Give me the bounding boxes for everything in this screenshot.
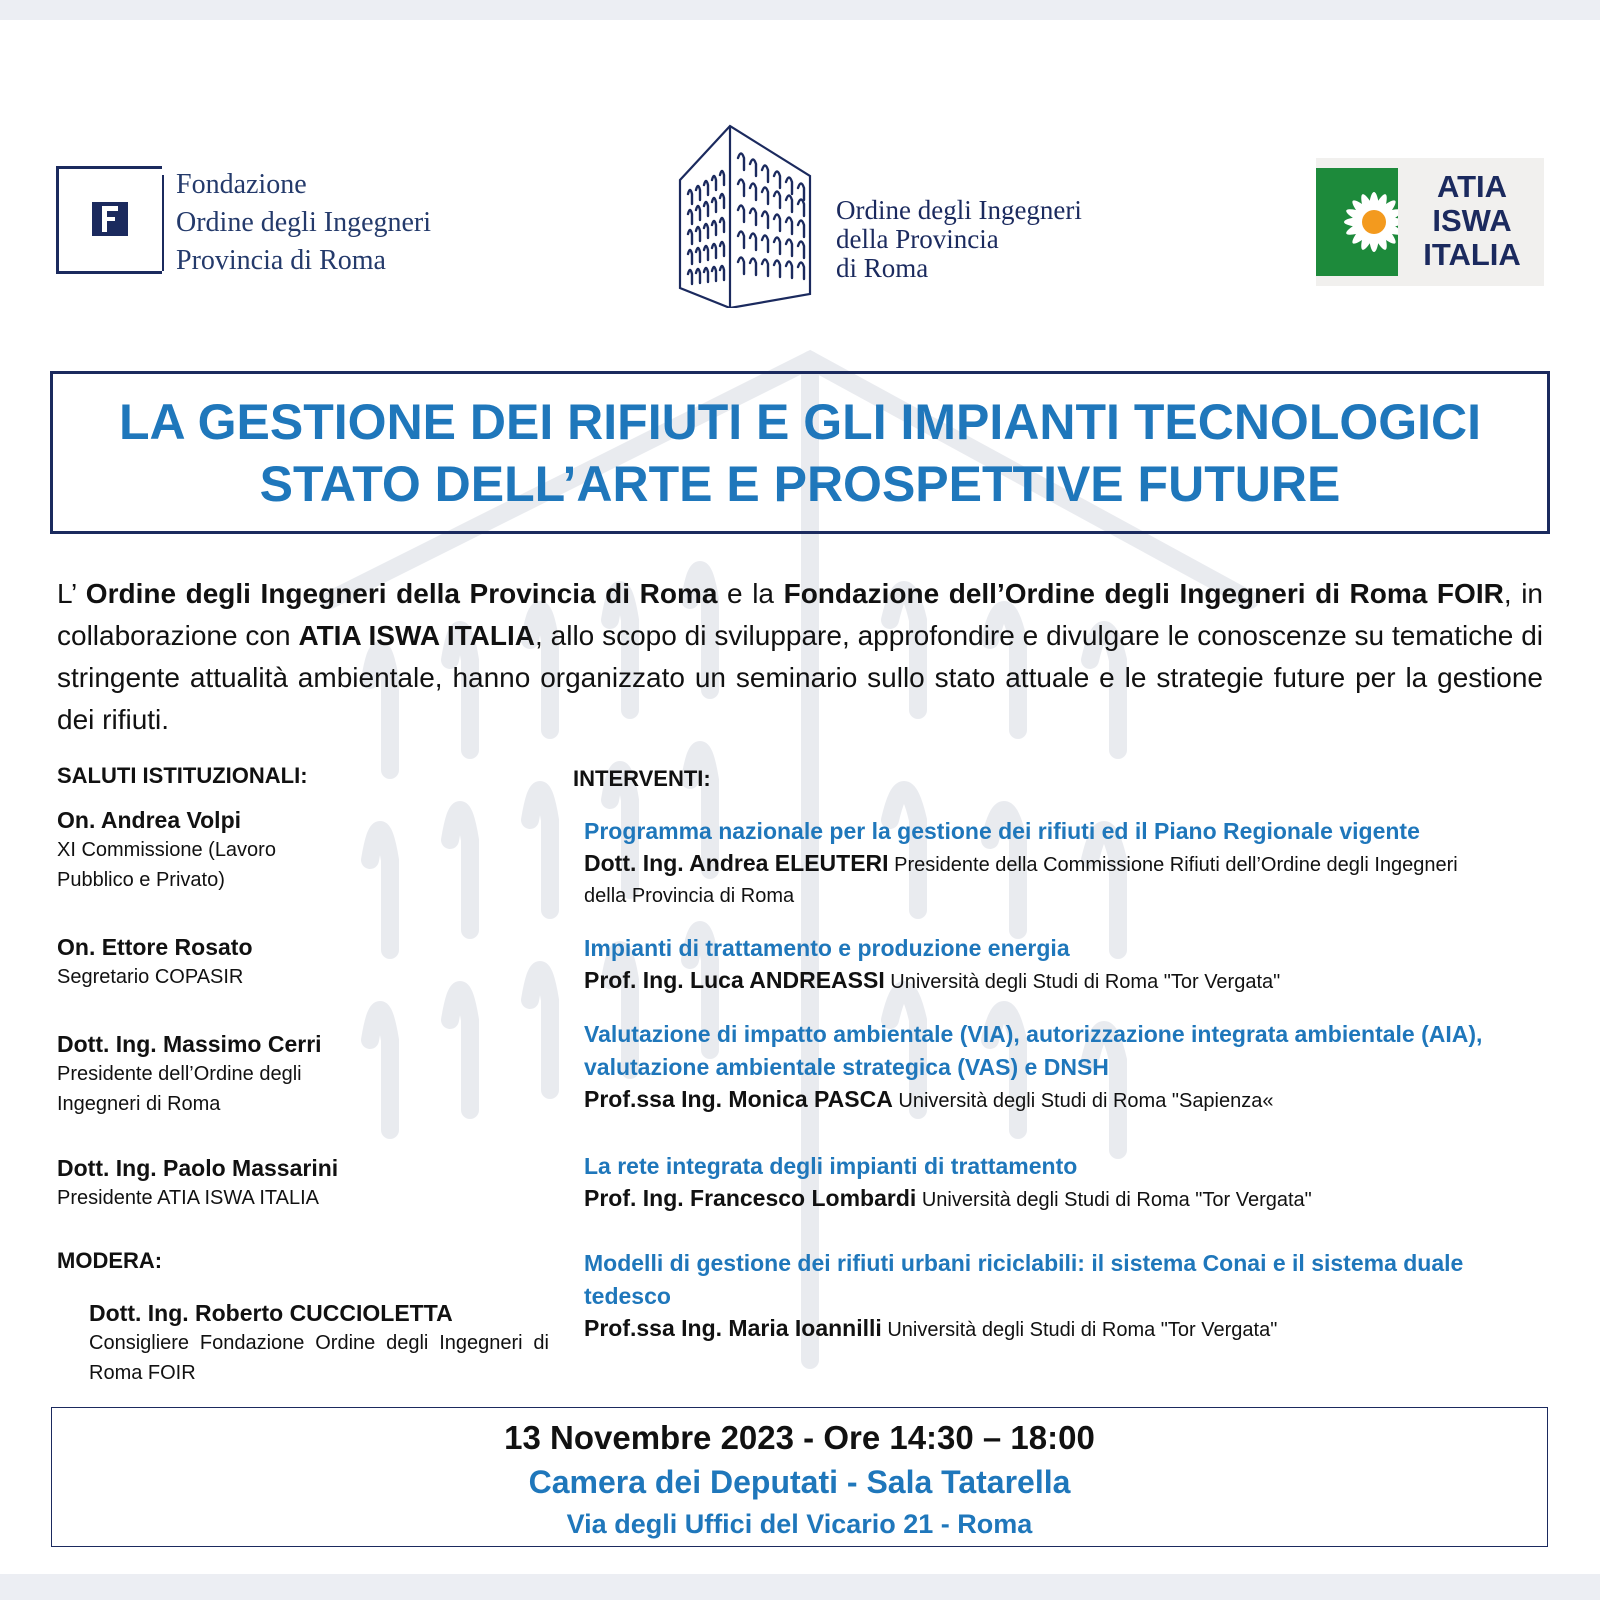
title-line-2: STATO DELL’ARTE E PROSPETTIVE FUTURE — [259, 455, 1341, 512]
saluti-heading: SALUTI ISTITUZIONALI: — [57, 763, 308, 788]
speaker-affiliation: Università degli Studi di Roma "Sapienza« — [892, 1090, 1274, 1112]
speaker-name: Dott. Ing. Andrea ELEUTERI — [584, 850, 889, 876]
event-address: Via degli Uffici del Vicario 21 - Roma — [566, 1509, 1033, 1539]
talk-speaker-line — [584, 848, 1464, 912]
foir-line-2: Ordine degli Ingegneri — [176, 207, 432, 238]
talk-5 — [584, 1247, 1544, 1346]
person-name: On. Andrea Volpi — [57, 807, 242, 833]
talk-speaker-line — [584, 1183, 1544, 1216]
ordine-line-3: di Roma — [836, 253, 929, 283]
person-role: Segretario COPASIR — [57, 966, 244, 988]
intro-text-2: e la — [717, 578, 784, 609]
talk-3 — [584, 1018, 1514, 1117]
speaker-name: Prof. Ing. Luca ANDREASSI — [584, 967, 885, 993]
speaker-name: Prof. Ing. Francesco Lombardi — [584, 1185, 917, 1211]
foir-logo — [56, 166, 516, 278]
speaker-affiliation: Presidente della Commissione Rifiuti dell’Ordine degli Ingegneri della Provincia di Roma — [584, 854, 1458, 907]
ordine-logo-text — [836, 196, 1082, 283]
title-box — [50, 371, 1550, 534]
atia-line-3: ITALIA — [1423, 237, 1521, 272]
event-date-time: 13 Novembre 2023 - Ore 14:30 – 18:00 — [504, 1419, 1095, 1456]
speaker-affiliation: Università degli Studi di Roma "Tor Vergata" — [916, 1189, 1312, 1211]
foir-monogram-icon — [92, 202, 128, 236]
foir-logo-text — [176, 166, 431, 280]
daisy-icon — [1316, 168, 1398, 276]
event-venue: Camera dei Deputati - Sala Tatarella — [528, 1464, 1071, 1500]
top-band — [0, 0, 1600, 20]
person-role: Presidente dell’Ordine degli Ingegneri di Roma — [57, 1063, 302, 1115]
foir-line-1: Fondazione — [176, 169, 307, 200]
person-role: Presidente ATIA ISWA ITALIA — [57, 1187, 319, 1209]
talk-speaker-line — [584, 965, 1544, 998]
talk-title: Impianti di trattamento e produzione energia — [584, 935, 1070, 961]
atia-line-1: ATIA — [1436, 169, 1508, 204]
moderator-name: Dott. Ing. Roberto CUCCIOLETTA — [89, 1300, 453, 1326]
speaker-affiliation: Università degli Studi di Roma "Tor Vergata" — [884, 971, 1281, 993]
ordine-logo — [674, 104, 1134, 314]
talk-4 — [584, 1150, 1544, 1216]
intro-bold-ordine: Ordine degli Ingegneri della Provincia di Roma — [85, 578, 718, 609]
talk-speaker-line — [584, 1313, 1544, 1346]
saluti-person-4 — [57, 1153, 557, 1213]
bottom-band — [0, 1574, 1600, 1600]
atia-daisy-panel — [1316, 168, 1398, 276]
intro-text-1: L’ — [57, 578, 86, 609]
talk-title: Programma nazionale per la gestione dei rifiuti ed il Piano Regionale vigente — [584, 818, 1420, 844]
talk-title: La rete integrata degli impianti di trattamento — [584, 1153, 1078, 1179]
moderator — [89, 1298, 549, 1388]
speaker-name: Prof.ssa Ing. Maria Ioannilli — [584, 1315, 882, 1341]
talk-speaker-line — [584, 1084, 1514, 1117]
person-name: On. Ettore Rosato — [57, 934, 253, 960]
speaker-name: Prof.ssa Ing. Monica PASCA — [584, 1086, 893, 1112]
talk-2 — [584, 932, 1544, 998]
saluti-person-3 — [57, 1029, 557, 1119]
intro-bold-atia: ATIA ISWA ITALIA — [298, 620, 536, 651]
atia-logo-text — [1402, 170, 1542, 272]
atia-logo — [1316, 158, 1544, 286]
ordine-building-icon — [674, 118, 814, 308]
saluti-person-1 — [57, 805, 557, 895]
talk-title: Valutazione di impatto ambientale (VIA), autorizzazione integrata ambientale (AIA), valutazione ambientale strategica (VAS) e DNSH — [584, 1021, 1483, 1080]
ordine-line-1: Ordine degli Ingegneri — [836, 195, 1082, 225]
title-line-1: LA GESTIONE DEI RIFIUTI E GLI IMPIANTI TECNOLOGICI — [118, 393, 1482, 450]
person-name: Dott. Ing. Paolo Massarini — [57, 1155, 339, 1181]
interventi-heading: INTERVENTI: — [573, 766, 711, 791]
saluti-person-2 — [57, 932, 557, 992]
moderator-role: Consigliere Fondazione Ordine degli Ingegneri di Roma FOIR — [89, 1332, 549, 1384]
intro-text-3: , in collaborazione con — [57, 578, 1543, 651]
atia-line-2: ISWA — [1432, 203, 1512, 238]
event-details-box — [51, 1407, 1548, 1547]
person-role: XI Commissione (Lavoro Pubblico e Privato) — [57, 839, 276, 891]
talk-title: Modelli di gestione dei rifiuti urbani riciclabili: il sistema Conai e il sistema duale tedesco — [584, 1250, 1464, 1309]
speaker-affiliation: Università degli Studi di Roma "Tor Vergata" — [881, 1319, 1278, 1341]
ordine-line-2: della Provincia — [836, 224, 999, 254]
foir-line-3: Provincia di Roma — [176, 245, 386, 276]
modera-heading: MODERA: — [57, 1248, 163, 1273]
intro-paragraph — [57, 573, 1543, 741]
talk-1 — [584, 815, 1544, 912]
intro-text-4: , allo scopo di sviluppare, approfondire e divulgare le conoscenze su tematiche di stringente attualità ambientale, hanno organizzato un seminario sullo stato attuale e le strategie future per la gestione dei rifiuti. — [57, 620, 1543, 735]
person-name: Dott. Ing. Massimo Cerri — [57, 1031, 322, 1057]
intro-bold-fondazione: Fondazione dell’Ordine degli Ingegneri di Roma FOIR — [783, 578, 1504, 609]
